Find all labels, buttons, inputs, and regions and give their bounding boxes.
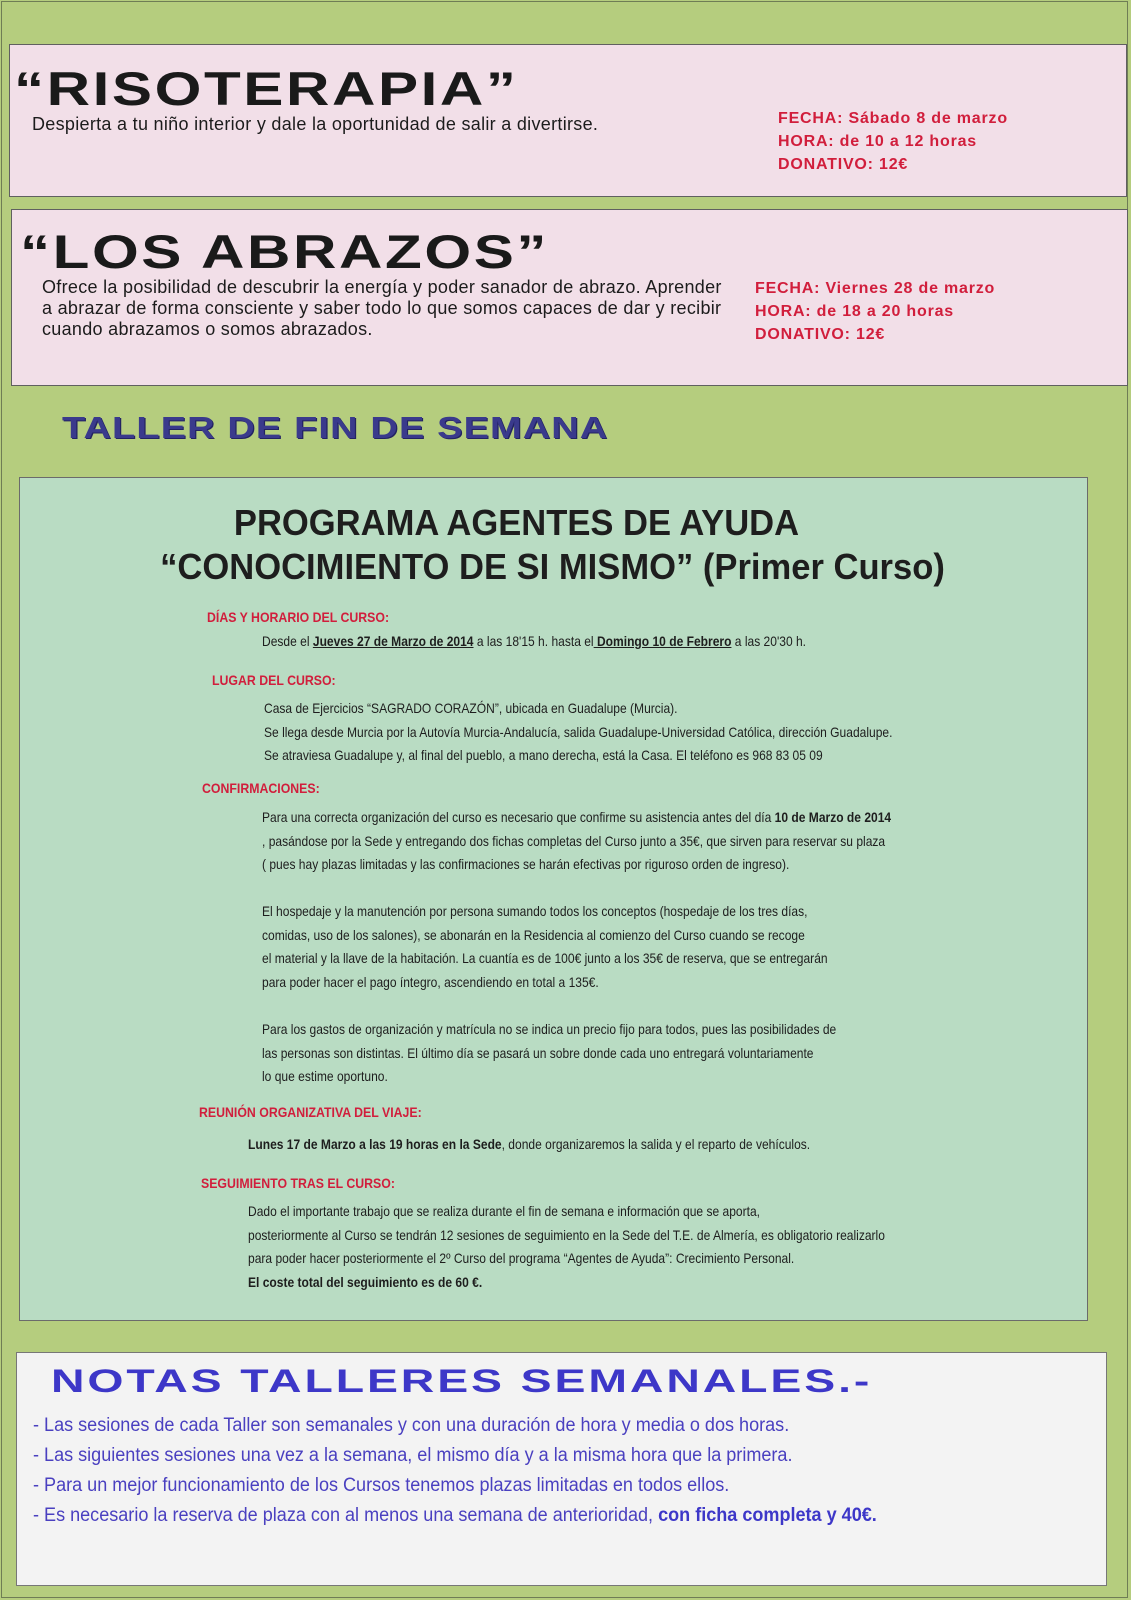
abrazos-card <box>11 209 1128 386</box>
seguimiento-line: posteriormente al Curso se tendrán 12 sesiones de seguimiento en la Sede del T.E. de Almería, es obligatorio realizarlo <box>248 1226 885 1243</box>
reunion-heading: REUNIÓN ORGANIZATIVA DEL VIAJE: <box>199 1104 422 1120</box>
lugar-heading: LUGAR DEL CURSO: <box>212 672 336 688</box>
dias-end-date: Domingo 10 de Febrero <box>593 633 732 649</box>
abrazos-donativo: DONATIVO: 12€ <box>755 326 886 343</box>
weekend-workshop-heading: TALLER DE FIN DE SEMANA <box>62 410 609 445</box>
confirmaciones-line: El hospedaje y la manutención por persona sumando todos los conceptos (hospedaje de los tres días, <box>262 903 808 919</box>
dias-text-c: a las 20'30 h. <box>731 633 807 649</box>
lugar-text <box>264 697 892 768</box>
abrazos-fecha: FECHA: Viernes 28 de marzo <box>755 280 996 297</box>
confirmaciones-line: Para los gastos de organización y matrícula no se indica un precio fijo para todos, pues las posibilidades de <box>262 1021 837 1037</box>
lugar-line: Casa de Ejercicios “SAGRADO CORAZÓN”, ubicada en Guadalupe (Murcia). <box>264 700 678 716</box>
confirmaciones-deadline: 10 de Marzo de 2014 <box>774 809 892 825</box>
confirmaciones-p1 <box>262 806 891 877</box>
abrazos-info <box>755 277 995 346</box>
reunion-rest: , donde organizaremos la salida y el reparto de vehículos. <box>501 1136 811 1152</box>
programa-title: PROGRAMA AGENTES DE AYUDA <box>233 502 800 543</box>
notas-item-text: - Es necesario la reserva de plaza con al menos una semana de anterioridad, <box>33 1505 659 1526</box>
dias-start-date: Jueves 27 de Marzo de 2014 <box>312 633 474 649</box>
risoterapia-title: “RISOTERAPIA” <box>14 62 519 115</box>
dias-text <box>262 630 806 654</box>
seguimiento-line: Dado el importante trabajo que se realiza durante el fin de semana e información que se aporta, <box>248 1203 761 1219</box>
confirmaciones-p1-a: Para una correcta organización del curso es necesario que confirme su asistencia antes del día <box>262 809 775 825</box>
abrazos-description: Ofrece la posibilidad de descubrir la energía y poder sanador de abrazo. Aprender a abrazar de forma consciente y saber todo lo que somos capaces de dar y recibir cuando abrazamos o somos abrazados. <box>42 277 722 339</box>
reunion-text <box>248 1133 810 1157</box>
seguimiento-heading: SEGUIMIENTO TRAS EL CURSO: <box>201 1175 395 1191</box>
seguimiento-line: para poder hacer posteriormente el 2º Curso del programa “Agentes de Ayuda”: Crecimiento Personal. <box>248 1250 795 1266</box>
risoterapia-hora: HORA: de 10 a 12 horas <box>778 133 977 150</box>
notas-item-highlight: con ficha completa y 40€. <box>658 1505 877 1526</box>
confirmaciones-line: las personas son distintas. El último día se pasará un sobre donde cada uno entregará voluntariamente <box>262 1044 814 1061</box>
risoterapia-card <box>9 44 1127 197</box>
notas-item: - Para un mejor funcionamiento de los Cursos tenemos plazas limitadas en todos ellos. <box>33 1475 730 1496</box>
notas-card <box>16 1352 1107 1586</box>
programa-subtitle: “CONOCIMIENTO DE SI MISMO” (Primer Curso) <box>160 546 945 587</box>
confirmaciones-line: lo que estime oportuno. <box>262 1068 388 1084</box>
notas-title: NOTAS TALLERES SEMANALES.- <box>51 1363 873 1399</box>
confirmaciones-line: el material y la llave de la habitación. La cuantía es de 100€ junto a los 35€ de reserva, que se entregarán <box>262 950 828 966</box>
confirmaciones-p2 <box>262 900 828 994</box>
notas-list <box>33 1411 877 1531</box>
dias-text-a: Desde el <box>262 633 313 649</box>
risoterapia-description: Despierta a tu niño interior y dale la oportunidad de salir a divertirse. <box>32 114 599 134</box>
abrazos-hora: HORA: de 18 a 20 horas <box>755 303 954 320</box>
risoterapia-info <box>778 107 1008 176</box>
confirmaciones-heading: CONFIRMACIONES: <box>202 780 320 796</box>
confirmaciones-line: ( pues hay plazas limitadas y las confirmaciones se harán efectivas por riguroso orden de ingreso). <box>262 856 790 872</box>
programa-card <box>19 477 1088 1321</box>
confirmaciones-p3 <box>262 1018 836 1089</box>
abrazos-title: “LOS ABRAZOS” <box>20 225 550 278</box>
notas-item <box>33 1501 877 1531</box>
confirmaciones-line: comidas, uso de los salones), se abonarán en la Residencia al comienzo del Curso cuando se recoge <box>262 926 805 943</box>
dias-heading: DÍAS Y HORARIO DEL CURSO: <box>207 609 390 625</box>
notas-item: - Las siguientes sesiones una vez a la semana, el mismo día y a la misma hora que la primera. <box>33 1445 793 1466</box>
seguimiento-text <box>248 1200 885 1294</box>
lugar-line: Se atraviesa Guadalupe y, al final del pueblo, a mano derecha, está la Casa. El teléfono es 968 83 05 09 <box>264 747 823 763</box>
confirmaciones-line: , pasándose por la Sede y entregando dos fichas completas del Curso junto a 35€, que sirven para reservar su plaza <box>262 832 886 849</box>
risoterapia-donativo: DONATIVO: 12€ <box>778 156 909 173</box>
lugar-line: Se llega desde Murcia por la Autovía Murcia-Andalucía, salida Guadalupe-Universidad Católica, dirección Guadalupe. <box>264 723 893 740</box>
seguimiento-cost: El coste total del seguimiento es de 60 €. <box>248 1273 483 1290</box>
dias-text-b: a las 18'15 h. hasta el <box>473 633 594 649</box>
reunion-datetime: Lunes 17 de Marzo a las 19 horas en la Sede <box>248 1136 502 1152</box>
risoterapia-fecha: FECHA: Sábado 8 de marzo <box>778 110 1008 127</box>
notas-item: - Las sesiones de cada Taller son semanales y con una duración de hora y media o dos horas. <box>33 1415 790 1436</box>
confirmaciones-line: para poder hacer el pago íntegro, ascendiendo en total a 135€. <box>262 973 599 990</box>
